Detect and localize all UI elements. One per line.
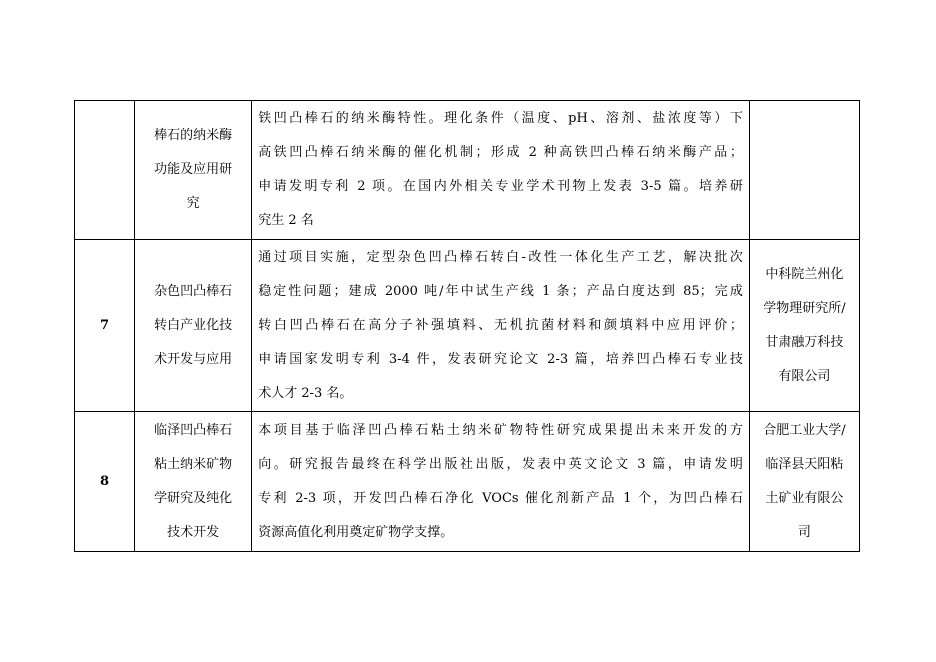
description-line: 申请国家发明专利 3-4 件，发表研究论文 2-3 篇，培养凹凸棒石专业技 [258, 351, 743, 367]
description-line: 高铁凹凸棒石纳米酶的催化机制；形成 2 种高铁凹凸棒石纳米酶产品； [258, 145, 743, 160]
description-line: 铁凹凸棒石的纳米酶特性。理化条件（温度、pH、溶剂、盐浓度等）下 [258, 111, 743, 126]
description-line: 术人才 2-3 名。 [258, 385, 353, 401]
project-table [74, 100, 860, 552]
institution-line: 临泽县天阳粘 [765, 456, 844, 472]
project-name-cell [135, 101, 252, 240]
institution-line: 有限公司 [778, 368, 831, 384]
project-description-cell [252, 412, 750, 552]
description-line: 向。研究报告最终在科学出版社出版，发表中英文论文 3 篇，申请发明 [258, 456, 743, 472]
institution-line: 甘肃融万科技 [765, 334, 844, 350]
description-line: 资源高值化利用奠定矿物学支撑。 [258, 524, 454, 540]
row-number-cell: 8 [75, 412, 135, 552]
project-name-line: 术开发与应用 [154, 351, 233, 367]
institution-line: 学物理研究所/ [763, 300, 846, 316]
institution-line: 司 [797, 524, 811, 540]
project-name-line: 粘土纳米矿物 [154, 456, 233, 472]
institution-cell [749, 412, 859, 552]
description-line: 究生 2 名 [258, 213, 314, 228]
project-name-line: 杂色凹凸棒石 [154, 283, 233, 299]
project-name-line: 功能及应用研 [154, 162, 233, 177]
institution-line: 合肥工业大学/ [763, 422, 846, 438]
description-line: 通过项目实施，定型杂色凹凸棒石转白-改性一体化生产工艺，解决批次 [258, 249, 743, 265]
institution-cell [749, 240, 859, 412]
project-name-line: 技术开发 [167, 524, 220, 540]
project-name-line: 转白产业化技 [154, 317, 233, 333]
table-row [75, 240, 860, 412]
project-name-line: 学研究及纯化 [154, 490, 233, 506]
project-name-cell [135, 240, 252, 412]
description-line: 专利 2-3 项，开发凹凸棒石净化 VOCs 催化剂新产品 1 个，为凹凸棒石 [258, 490, 743, 506]
project-description-cell [252, 240, 750, 412]
description-line: 转白凹凸棒石在高分子补强填料、无机抗菌材料和颜填料中应用评价； [258, 317, 743, 333]
description-line: 稳定性问题；建成 2000 吨/年中试生产线 1 条；产品白度达到 85；完成 [258, 283, 743, 299]
row-number-cell [75, 101, 135, 240]
table-row [75, 412, 860, 552]
institution-cell [749, 101, 859, 240]
project-name-line: 临泽凹凸棒石 [154, 422, 233, 438]
description-line: 申请发明专利 2 项。在国内外相关专业学术刊物上发表 3-5 篇。培养研 [258, 179, 743, 194]
project-name-line: 究 [186, 196, 200, 211]
project-description-cell [252, 101, 750, 240]
project-name-line: 棒石的纳米酶 [154, 128, 233, 143]
table-row [75, 101, 860, 240]
institution-line: 中科院兰州化 [765, 266, 844, 282]
project-name-cell [135, 412, 252, 552]
institution-line: 土矿业有限公 [765, 490, 844, 506]
description-line: 本项目基于临泽凹凸棒石粘土纳米矿物特性研究成果提出未来开发的方 [258, 422, 743, 438]
row-number-cell: 7 [75, 240, 135, 412]
